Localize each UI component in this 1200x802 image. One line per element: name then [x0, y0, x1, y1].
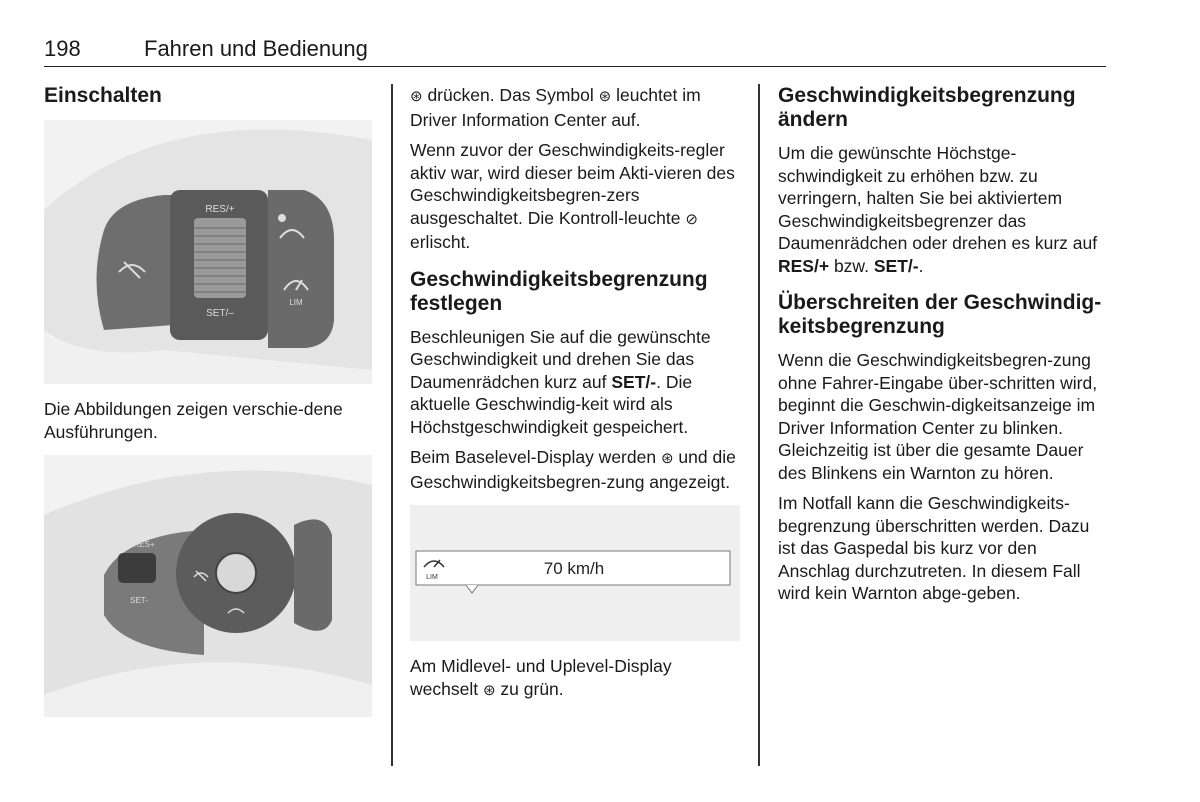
paragraph-text: Beschleunigen Sie auf die gewünschte Geschwindigkeit und drehen Sie das Daumenrädchen kurz auf: [410, 326, 711, 392]
paragraph: [410, 446, 740, 493]
paragraph-text: Um die gewünschte Höchstge-schwindigkeit zu erhöhen bzw. zu verringern, halten Sie bei aktiviertem Geschwindigkeitsbegrenzer das Daumenrädchen oder drehen es kurz auf: [778, 143, 1098, 253]
paragraph-text: erlischt.: [410, 232, 471, 252]
paragraph-text: drücken. Das Symbol: [427, 85, 594, 105]
paragraph-text: Beim Baselevel-Display werden: [410, 447, 657, 467]
cruise-control-icon: ⊘: [685, 210, 698, 228]
speed-limiter-icon: ⊛: [482, 681, 496, 699]
paragraph: [778, 142, 1108, 277]
page-number: 198: [44, 36, 81, 61]
chapter-title: Fahren und Bedienung: [144, 36, 368, 61]
paragraph-text: leuchtet im Driver Information Center auf.: [410, 85, 701, 130]
speed-limiter-icon: ⊛: [598, 88, 612, 105]
res-label: RES+: [133, 540, 155, 549]
column-2: [410, 84, 740, 710]
set-control-label: SET/-: [611, 371, 657, 392]
paragraph: [410, 84, 740, 131]
column-3: [778, 84, 1108, 613]
paragraph-text: Am Midlevel- und Uplevel-Display wechselt: [410, 656, 672, 699]
display-figure: [410, 505, 740, 641]
section-heading: Geschwindigkeitsbegrenzung festlegen: [410, 267, 708, 315]
paragraph-text: und die Geschwindigkeitsbegren-zung angezeigt.: [410, 447, 736, 492]
figure-caption: Die Abbildungen zeigen verschie-dene Ausführungen.: [44, 399, 343, 442]
paragraph: Wenn die Geschwindigkeitsbegren-zung ohne Fahrer-Eingabe über-schritten wird, beginnt die Geschwin-digkeitsanzeige im Driver Information Center zu blinken. Gleichzeitig ist über die gesamte Dauer des Blinkens ein Warnton zu hören.: [778, 350, 1098, 483]
speed-readout: 70 km/h: [543, 559, 605, 578]
lim-label: LIM: [289, 298, 303, 307]
page-header: [44, 36, 1106, 67]
column-1: [44, 84, 372, 717]
section-heading: Geschwindigkeitsbegrenzung ändern: [778, 84, 1076, 131]
set-label: SET/–: [206, 308, 234, 319]
res-control-label: RES/+: [778, 255, 830, 276]
paragraph: [410, 326, 740, 439]
paragraph-text: zu grün.: [500, 678, 564, 699]
paragraph-text: .: [918, 255, 924, 276]
res-label: RES/+: [205, 204, 235, 215]
paragraph-text: bzw.: [833, 255, 869, 276]
paragraph-text: . Die aktuelle Geschwindig-keit wird als Höchstgeschwindigkeit gespeichert.: [410, 371, 693, 437]
column-divider: [758, 84, 760, 766]
steering-wheel-figure-2: [44, 455, 372, 717]
column-divider: [391, 84, 393, 766]
steering-wheel-figure-1: [44, 120, 372, 384]
lim-label: LIM: [426, 574, 438, 581]
paragraph: Im Notfall kann die Geschwindigkeits-begrenzung überschritten werden. Dazu ist das Gaspedal bis kurz vor den Anschlag durchzutreten. In diesem Fall wird kein Warnton abge-geben.: [778, 493, 1090, 603]
paragraph-text: Wenn zuvor der Geschwindigkeits-regler aktiv war, wird dieser beim Akti-vieren des Geschwindigkeitsbegren-zers ausgeschaltet. Die Kontroll-leuchte: [410, 140, 735, 228]
set-control-label: SET/-: [873, 255, 919, 276]
paragraph: [410, 139, 740, 254]
speed-limiter-icon: ⊛: [660, 450, 674, 467]
set-label: SET-: [130, 596, 148, 605]
section-heading: Überschreiten der Geschwindig-keitsbegrenzung: [778, 291, 1102, 338]
paragraph: [410, 655, 740, 702]
section-heading: Einschalten: [44, 84, 162, 107]
speed-limiter-icon: ⊛: [410, 88, 423, 105]
